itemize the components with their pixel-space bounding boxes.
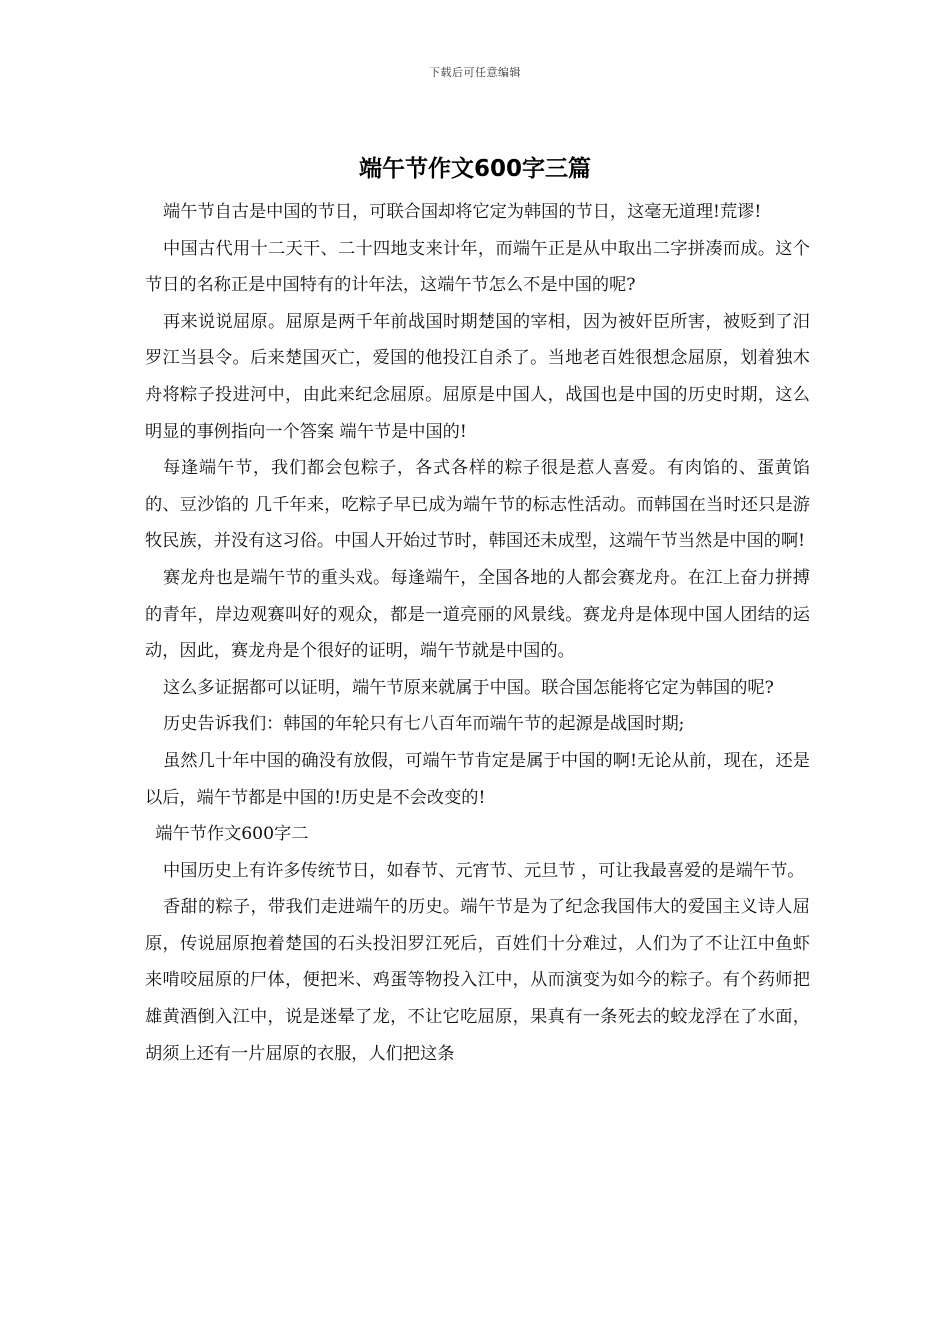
paragraph: 历史告诉我们：韩国的年轮只有七八百年而端午节的起源是战国时期; (163, 714, 685, 735)
paragraph: 赛龙舟也是端午节的重头戏。每逢端午，全国各地的人都会赛龙舟。在江上奋力拼搏的青年，岸边观赛叫好的观众，都是一道亮丽的风景线。赛龙舟是体现中国人团结的运动，因此，赛龙舟是个很好的证明，端午节就是中国的。 (145, 567, 810, 662)
paragraph: 端午节自古是中国的节日，可联合国却将它定为韩国的节日，这毫无道理!荒谬! (163, 202, 762, 222)
document-body (145, 194, 810, 1072)
paragraph: 香甜的粽子，带我们走进端午的历史。端午节是为了纪念我国伟大的爱国主义诗人屈原，传说屈原抱着楚国的石头投汨罗江死后，百姓们十分难过，人们为了不让江中鱼虾来啃咬屈原的尸体，便把米、鸡蛋等物投入江中，从而演变为如今的粽子。有个药师把雄黄酒倒入江中，说是迷晕了龙，不让它吃屈原，果真有一条死去的蛟龙浮在了水面，胡须上还有一片屈原的衣服，人们把这条 (145, 897, 810, 1064)
paragraph: 中国历史上有许多传统节日，如春节、元宵节、元旦节 ，可让我最喜爱的是端午节。 (163, 860, 805, 881)
paragraph: 这么多证据都可以证明，端午节原来就属于中国。联合国怎能将它定为韩国的呢? (163, 677, 774, 698)
section-heading: 端午节作文600字二 (155, 824, 309, 845)
paragraph: 中国古代用十二天干、二十四地支来计年，而端午正是从中取出二字拼凑而成。这个节日的名称正是中国特有的计年法，这端午节怎么不是中国的呢? (145, 238, 810, 296)
paragraph: 再来说说屈原。屈原是两千年前战国时期楚国的宰相，因为被奸臣所害，被贬到了汨罗江当县令。后来楚国灭亡，爱国的他投江自杀了。当地老百姓很想念屈原，划着独木舟将粽子投进河中，由此来纪念屈原。屈原是中国人，战国也是中国的历史时期，这么明显的事例指向一个答案 端午节是中国的! (145, 311, 810, 442)
paragraph: 虽然几十年中国的确没有放假，可端午节肯定是属于中国的啊!无论从前，现在，还是以后，端午节都是中国的!历史是不会改变的! (145, 750, 810, 808)
paragraph: 每逢端午节，我们都会包粽子，各式各样的粽子很是惹人喜爱。有肉馅的、蛋黄馅的、豆沙馅的 几千年来，吃粽子早已成为端午节的标志性活动。而韩国在当时还只是游牧民族，并没有这习俗。中国人开始过节时，韩国还未成型，这端午节当然是中国的啊! (145, 458, 810, 552)
header-note: 下载后可任意编辑 (429, 66, 521, 79)
page-title: 端午节作文600字三篇 (358, 156, 591, 182)
